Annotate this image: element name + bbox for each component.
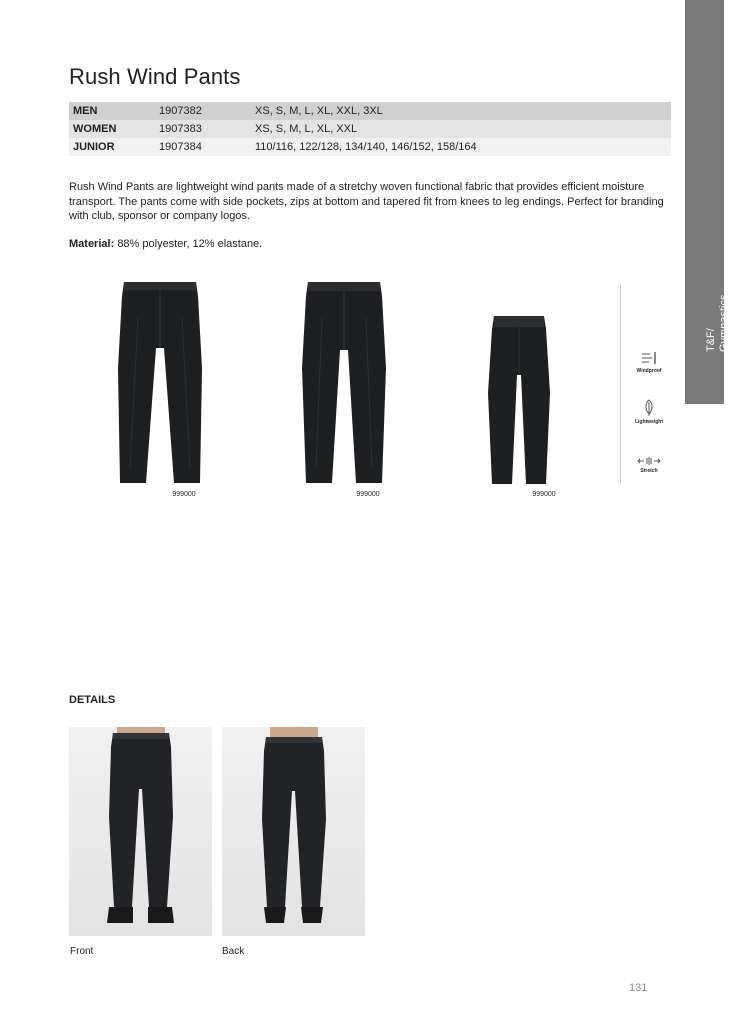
size-table <box>69 102 671 156</box>
pants-front-image <box>484 313 554 488</box>
detail-photo-front[interactable] <box>69 727 212 936</box>
model-back-image <box>222 727 365 936</box>
detail-caption: Back <box>222 946 245 957</box>
section-tab-line-1: T&F/ <box>705 328 717 352</box>
model-front-image <box>69 727 212 936</box>
feature-divider <box>620 284 621 484</box>
pants-front-image <box>112 278 208 488</box>
product-color-code: 999000 <box>532 491 556 498</box>
page-number: 131 <box>629 982 648 994</box>
product-image-women[interactable] <box>296 278 392 493</box>
product-description: Rush Wind Pants are lightweight wind pants made of a stretchy woven functional fabric that provides efficient moisture transport. The pants come with side pockets, zips at bottom and tapered fit from knees to leg endings. Perfect for branding with club, sponsor or company logos. <box>69 181 664 222</box>
feature-label: Lightweight <box>634 419 664 425</box>
page-title: Rush Wind Pants <box>69 64 241 89</box>
details-heading: DETAILS <box>69 694 116 706</box>
detail-caption: Front <box>70 946 94 957</box>
row-category: WOMEN <box>73 123 117 135</box>
feather-icon <box>643 399 655 417</box>
feature-windproof <box>630 350 668 374</box>
table-row <box>69 138 671 156</box>
table-row <box>69 102 671 120</box>
row-article-code: 1907383 <box>159 123 202 135</box>
feature-lightweight <box>630 399 668 425</box>
row-article-code: 1907384 <box>159 141 202 153</box>
row-category: JUNIOR <box>73 141 115 153</box>
detail-photo-back[interactable] <box>222 727 365 936</box>
feature-label: Windproof <box>636 368 662 374</box>
material-label: Material: <box>69 238 115 250</box>
row-category: MEN <box>73 105 98 117</box>
wind-icon <box>640 350 658 366</box>
section-tab-label <box>705 295 731 352</box>
product-color-code: 999000 <box>356 491 380 498</box>
pants-front-image <box>296 278 392 488</box>
product-color-code: 999000 <box>172 491 196 498</box>
row-sizes: XS, S, M, L, XL, XXL, 3XL <box>255 105 383 117</box>
material-line <box>69 238 262 250</box>
row-sizes: XS, S, M, L, XL, XXL <box>255 123 358 135</box>
stretch-icon <box>637 456 661 466</box>
table-row <box>69 120 671 138</box>
row-sizes: 110/116, 122/128, 134/140, 146/152, 158/164 <box>255 141 477 153</box>
section-tab-line-2: Gymnastics <box>718 294 730 352</box>
feature-stretch <box>630 456 668 474</box>
feature-label: Stretch <box>640 468 658 474</box>
row-article-code: 1907382 <box>159 105 202 117</box>
section-tab[interactable] <box>685 0 730 404</box>
material-value: 88% polyester, 12% elastane. <box>117 238 263 250</box>
product-image-junior[interactable] <box>484 313 554 493</box>
product-image-men[interactable] <box>112 278 208 493</box>
